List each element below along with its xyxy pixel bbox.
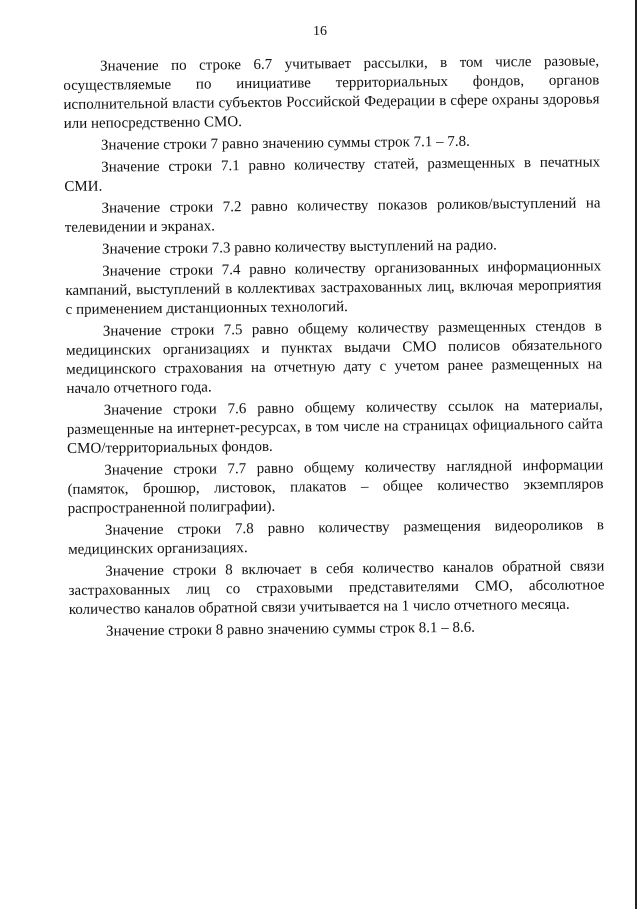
paragraph-line-7-3: Значение строки 7.3 равно количеству выступлений на радио. <box>101 237 497 258</box>
page-edge <box>635 0 637 909</box>
paragraph-line-8: Значение строки 8 включает в себя количество каналов обратной связи застрахованных лиц со страховыми представителями СМО, абсолютное количество каналов обратной связи учитывается на 1 число отчетного месяца. <box>68 558 605 618</box>
paragraph-line-7-7: Значение строки 7.7 равно общему количеству наглядной информации (памяток, брошюр, листовок, плакатов – общее количество экземпляров распространенной полиграфии). <box>67 457 604 517</box>
paragraph-line-7-6: Значение строки 7.6 равно общему количеству ссылок на материалы, размещенные на интернет-ресурсах, в том числе на страницах официального сайта СМО/территориальных фондов. <box>66 397 603 457</box>
paragraph-line-7-5: Значение строки 7.5 равно общему количеству размещенных стендов в медицинских организациях и пунктах выдачи СМО полисов обязательного медицинского страхования на отчетную дату с учетом ранее размещенных на начало отчетного года. <box>65 318 603 397</box>
paragraph-line-8-sum: Значение строки 8 равно значению суммы строк 8.1 – 8.6. <box>105 619 476 640</box>
paragraph-line-7-2: Значение строки 7.2 равно количеству показов роликов/выступлений на телевидении и экранах. <box>64 195 601 236</box>
paragraph-line-6-7: Значение по строке 6.7 учитывает рассылки, в том числе разовые, осуществляемые по инициативе территориальных фондов, органов исполнительной власти субъектов Российской Федерации в сфере охраны здоровья или непосредственно СМО. <box>63 53 600 132</box>
document-body <box>63 52 605 645</box>
paragraph-line-7-8: Значение строки 7.8 равно количеству размещения видеороликов в медицинских организациях. <box>68 517 605 558</box>
paragraph-line-7: Значение строки 7 равно значению суммы строк 7.1 – 7.8. <box>100 133 470 154</box>
paragraph-line-7-1: Значение строки 7.1 равно количеству статей, размещенных в печатных СМИ. <box>64 154 601 195</box>
page-number: 16 <box>313 24 327 39</box>
paragraph-line-7-4: Значение строки 7.4 равно количеству организованных информационных кампаний, выступлений в коллективах застрахованных лиц, включая мероприятия с применением дистанционных технологий. <box>65 258 602 318</box>
